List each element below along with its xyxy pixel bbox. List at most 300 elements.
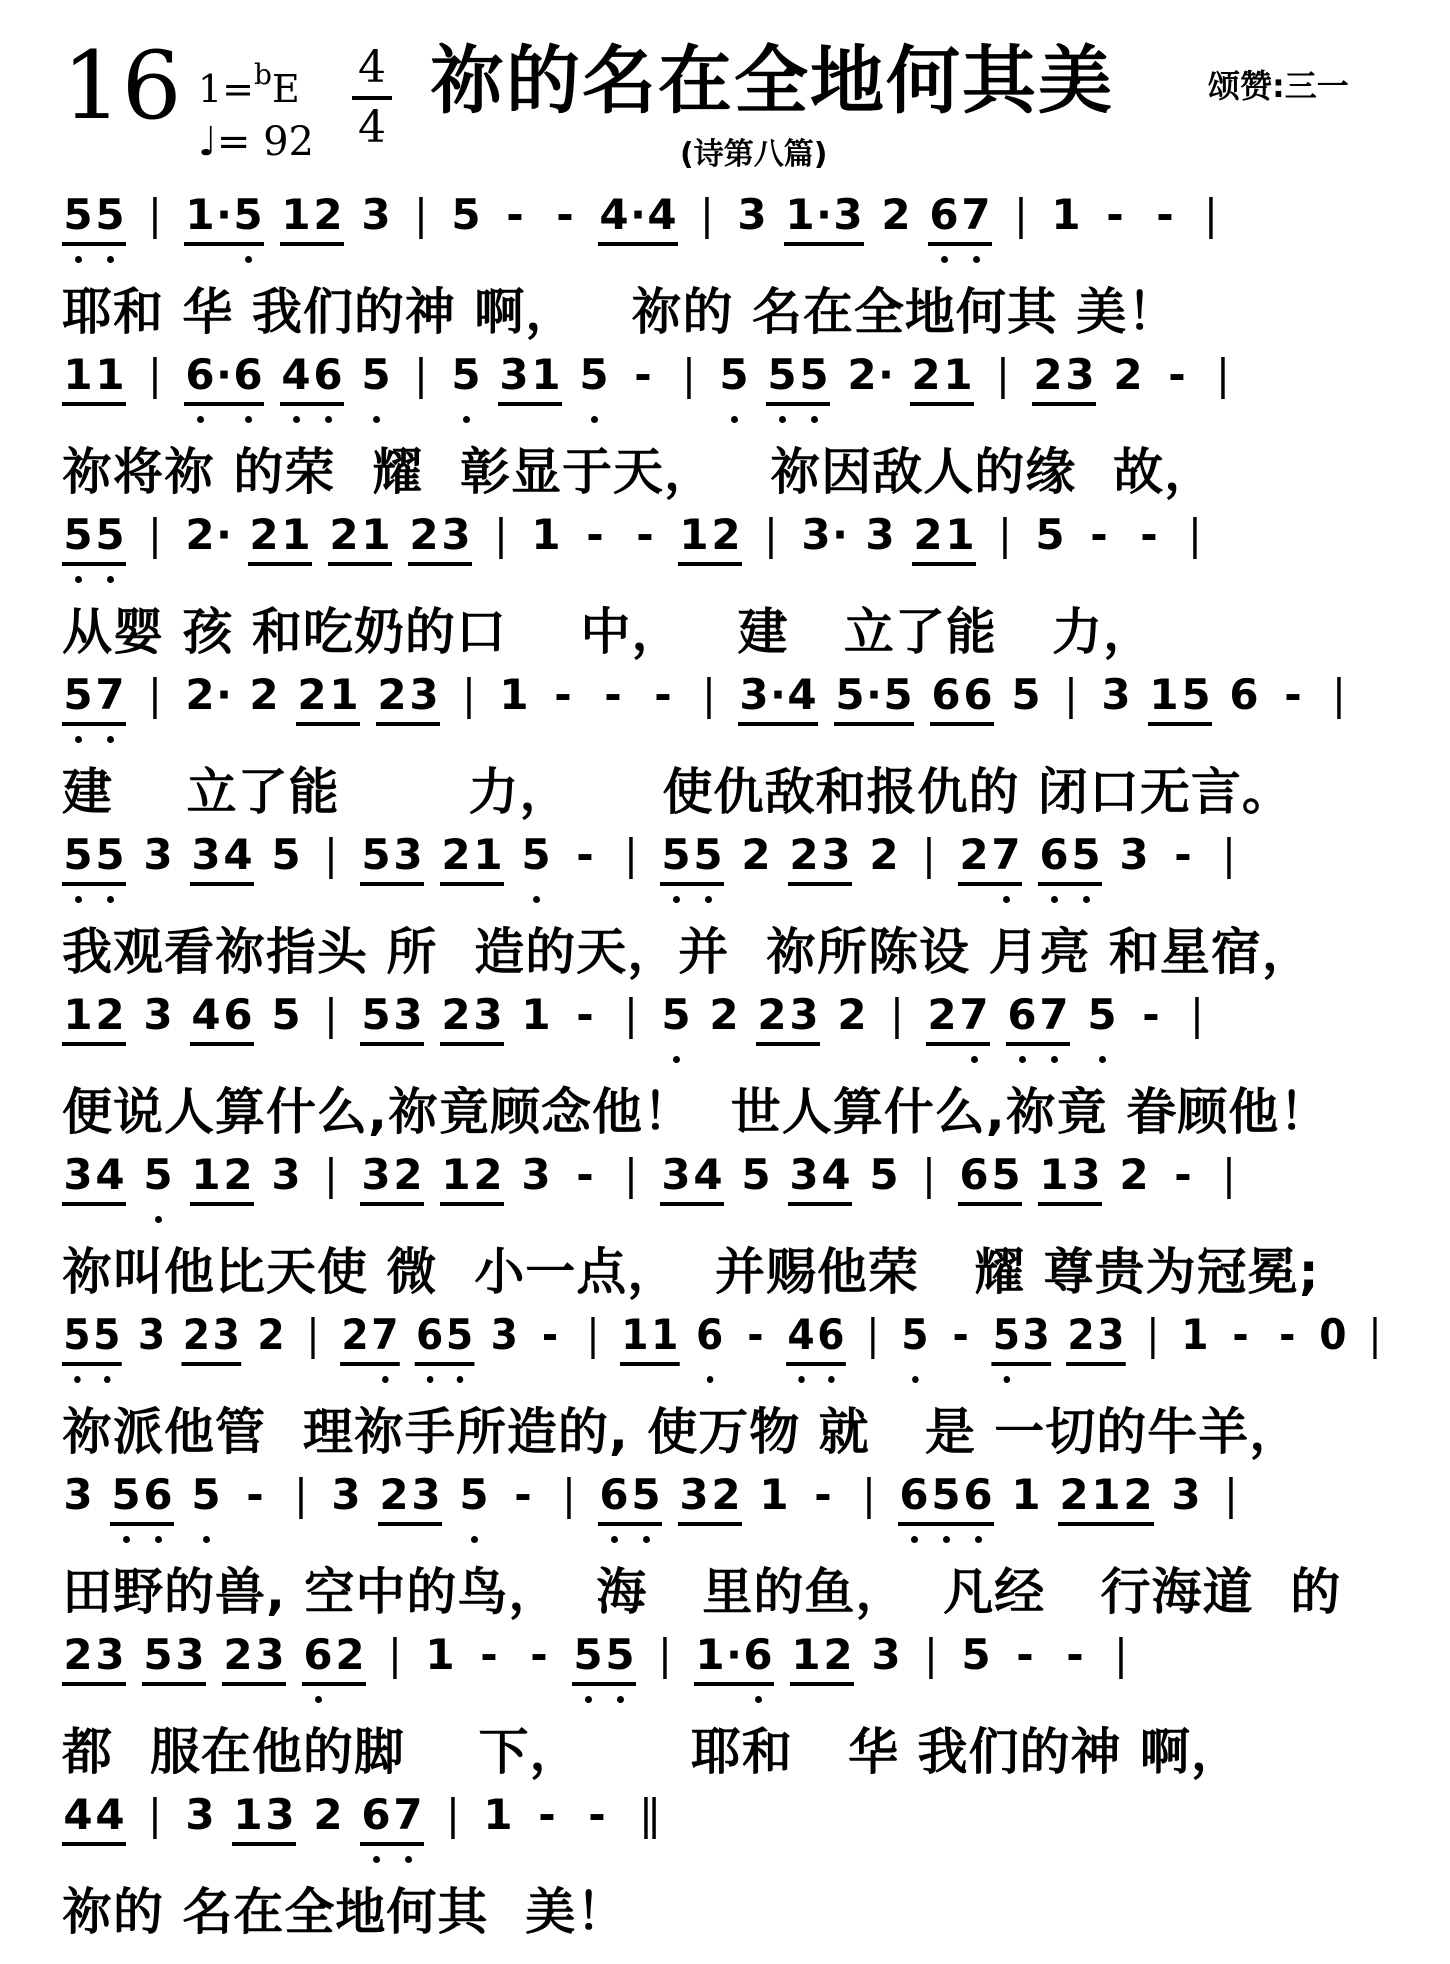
- lyrics-line: 我观看祢指头 所 造的天，并 祢所陈设 月亮 和星宿，: [62, 923, 1313, 981]
- note-group: 3 2: [678, 1470, 742, 1554]
- note-group: 3: [865, 510, 895, 559]
- eighth-beam: [222, 1682, 286, 1686]
- low-octave-dot: [107, 576, 114, 583]
- barline: |: [147, 670, 163, 719]
- low-octave-dot: [798, 1376, 805, 1383]
- eighth-beam: [498, 402, 562, 406]
- barline: |: [147, 350, 163, 399]
- barline: |: [1203, 190, 1219, 239]
- low-octave-dot: [591, 416, 598, 423]
- note-group: 5 3: [142, 1630, 206, 1714]
- note-group: 1 2: [62, 990, 126, 1074]
- note-group: -: [814, 1470, 832, 1519]
- eighth-beam: [408, 562, 472, 566]
- note-group: 5 5: [660, 830, 724, 914]
- low-octave-dot: [75, 736, 82, 743]
- note-group: 1: [1181, 1310, 1209, 1359]
- eighth-beam: [1148, 722, 1212, 726]
- barline: |: [147, 190, 163, 239]
- low-octave-dot: [1083, 896, 1090, 903]
- barline: |: [623, 990, 639, 1039]
- low-octave-dot: [373, 1856, 380, 1863]
- note-group: 1 · 5: [184, 190, 264, 274]
- note-group: 3: [137, 1310, 166, 1359]
- eighth-beam: [184, 242, 264, 246]
- eighth-beam: [62, 1042, 126, 1046]
- note-group: 5: [271, 990, 301, 1039]
- note-group: 5 3: [360, 830, 424, 914]
- note-group: -: [1106, 190, 1124, 239]
- eighth-beam: [62, 562, 126, 566]
- note-group: 6 5: [1038, 830, 1102, 914]
- low-octave-dot: [293, 416, 300, 423]
- lyrics-line: 祢将祢 的荣 耀 彰显于天， 祢因敌人的缘 故，: [62, 443, 1216, 501]
- lyrics-line: 从婴 孩 和吃奶的口 中， 建 立了能 力，: [62, 603, 1155, 661]
- eighth-beam: [62, 1842, 126, 1846]
- low-octave-dot: [673, 1056, 680, 1063]
- eighth-beam: [766, 402, 830, 406]
- low-octave-dot: [123, 1536, 130, 1543]
- note-group: 5: [741, 1150, 771, 1199]
- note-group: 5: [961, 1630, 991, 1679]
- barline: |: [995, 350, 1011, 399]
- note-group: 1 2: [678, 510, 742, 594]
- note-group: 3: [521, 1150, 551, 1199]
- key-flat: b: [254, 58, 272, 91]
- note-group: 1: [759, 1470, 789, 1519]
- low-octave-dot: [1019, 1056, 1026, 1063]
- note-group: 2: [837, 990, 867, 1039]
- note-group: -: [952, 1310, 969, 1359]
- barline: |: [1215, 350, 1231, 399]
- note-group: -: [1066, 1630, 1084, 1679]
- barline: |: [861, 1470, 877, 1519]
- note-group: 3: [143, 830, 173, 879]
- barline: |: [1331, 670, 1347, 719]
- note-group: 5 5: [572, 1630, 636, 1714]
- eighth-beam: [928, 242, 992, 246]
- low-octave-dot: [533, 896, 540, 903]
- low-octave-dot: [74, 1376, 81, 1383]
- note-group: 4 6: [786, 1310, 846, 1394]
- note-group: 3: [737, 190, 767, 239]
- note-group: 2: [249, 670, 279, 719]
- note-group: 2 3: [440, 990, 504, 1074]
- low-octave-dot: [463, 416, 470, 423]
- low-octave-dot: [75, 896, 82, 903]
- note-group: 1 2: [440, 1150, 504, 1234]
- eighth-beam: [958, 882, 1022, 886]
- note-group: 3 4: [62, 1150, 126, 1234]
- note-group: 1: [521, 990, 551, 1039]
- lyrics-line: 田野的兽, 空中的鸟， 海 里的鱼， 凡经 行海道 的: [62, 1563, 1342, 1621]
- note-group: 1 3: [1038, 1150, 1102, 1234]
- notes-line: [62, 990, 1226, 1074]
- note-group: 2 7: [340, 1310, 400, 1394]
- note-group: 2: [881, 190, 911, 239]
- time-signature: [352, 42, 392, 153]
- notes-line: [62, 1150, 1258, 1234]
- low-octave-dot: [203, 1536, 210, 1543]
- note-group: 1 · 6: [694, 1630, 774, 1714]
- low-octave-dot: [911, 1536, 918, 1543]
- eighth-beam: [62, 1362, 122, 1366]
- barline: |: [699, 190, 715, 239]
- barline: |: [763, 510, 779, 559]
- note-group: 5: [1086, 990, 1118, 1074]
- eighth-beam: [660, 1202, 724, 1206]
- note-group: 1: [1051, 190, 1081, 239]
- eighth-beam: [360, 1202, 424, 1206]
- note-group: 1 1: [620, 1310, 680, 1394]
- low-octave-dot: [673, 896, 680, 903]
- note-group: 4 6: [190, 990, 254, 1074]
- notes-line: [62, 830, 1258, 914]
- eighth-beam: [790, 1682, 854, 1686]
- note-group: 5: [450, 350, 482, 434]
- barline: |: [586, 1310, 600, 1359]
- note-group: 6 · 6: [184, 350, 264, 434]
- eighth-beam: [784, 242, 864, 246]
- eighth-beam: [738, 722, 818, 726]
- note-group: 2 3: [1032, 350, 1096, 434]
- note-group: 2 3: [1066, 1310, 1126, 1394]
- eighth-beam: [991, 1362, 1051, 1366]
- note-group: 3 1: [498, 350, 562, 434]
- song-number: 16: [62, 32, 182, 141]
- note-group: 6 6: [930, 670, 994, 754]
- note-group: -: [1284, 670, 1302, 719]
- low-octave-dot: [779, 416, 786, 423]
- eighth-beam: [660, 882, 724, 886]
- barline: |: [147, 510, 163, 559]
- low-octave-dot: [973, 256, 980, 263]
- note-group: 2: [1119, 1150, 1149, 1199]
- note-group: 5: [718, 350, 750, 434]
- eighth-beam: [232, 1842, 296, 1846]
- note-group: 6: [695, 1310, 725, 1394]
- note-group: 2 3: [376, 670, 440, 754]
- note-group: -: [1140, 510, 1158, 559]
- eighth-beam: [1006, 1042, 1070, 1046]
- barline: |: [1013, 190, 1029, 239]
- note-group: 2 1: [296, 670, 360, 754]
- low-octave-dot: [104, 1376, 111, 1383]
- eighth-beam: [190, 1202, 254, 1206]
- note-group: 6 2: [302, 1630, 366, 1714]
- note-group: 3: [143, 990, 173, 1039]
- eighth-beam: [62, 1682, 126, 1686]
- note-group: 3: [871, 1630, 901, 1679]
- note-group: 5: [458, 1470, 490, 1554]
- note-group: 1 3: [232, 1790, 296, 1874]
- low-octave-dot: [107, 896, 114, 903]
- low-octave-dot: [617, 1696, 624, 1703]
- note-group: 3: [361, 190, 391, 239]
- eighth-beam: [440, 882, 504, 886]
- low-octave-dot: [155, 1216, 162, 1223]
- note-group: -: [1174, 1150, 1192, 1199]
- barline: |: [1063, 670, 1079, 719]
- note-group: 6 5: [598, 1470, 662, 1554]
- notes-line: [62, 350, 1252, 434]
- note-group: -: [604, 670, 622, 719]
- note-group: 1 1: [62, 350, 126, 434]
- barline: |: [681, 350, 697, 399]
- time-denominator: 4: [358, 102, 386, 153]
- song-author: 颂赞:三一: [1208, 67, 1349, 105]
- note-group: 2: [709, 990, 739, 1039]
- note-group: 5: [451, 190, 481, 239]
- note-group: 6 7: [928, 190, 992, 274]
- note-group: 3 4: [788, 1150, 852, 1234]
- eighth-beam: [378, 1522, 442, 1526]
- note-group: 2 7: [926, 990, 990, 1074]
- note-group: 5 5: [62, 830, 126, 914]
- barline: |: [1189, 990, 1205, 1039]
- note-group: 2 1: [910, 350, 974, 434]
- low-octave-dot: [811, 416, 818, 423]
- eighth-beam: [694, 1682, 774, 1686]
- note-group: -: [1090, 510, 1108, 559]
- note-group: 3 · 4: [738, 670, 818, 754]
- key-signature: [198, 58, 300, 111]
- low-octave-dot: [755, 1696, 762, 1703]
- barline: |: [323, 990, 339, 1039]
- low-octave-dot: [705, 896, 712, 903]
- barline: |: [413, 190, 429, 239]
- eighth-beam: [958, 1202, 1022, 1206]
- barline: |: [997, 510, 1013, 559]
- note-group: 2 3: [181, 1310, 241, 1394]
- note-group: 2: [257, 1310, 285, 1359]
- eighth-beam: [786, 1362, 846, 1366]
- note-group: -: [246, 1470, 264, 1519]
- eighth-beam: [1038, 1202, 1102, 1206]
- note-group: -: [556, 190, 574, 239]
- barline: |: [293, 1470, 309, 1519]
- low-octave-dot: [405, 1856, 412, 1863]
- eighth-beam: [296, 722, 360, 726]
- note-group: 5: [900, 1310, 930, 1394]
- eighth-beam: [834, 722, 914, 726]
- eighth-beam: [678, 562, 742, 566]
- note-group: 1: [531, 510, 561, 559]
- note-group: -: [530, 1630, 548, 1679]
- note-group: -: [1016, 1630, 1034, 1679]
- barline: |: [623, 830, 639, 879]
- barline: |: [623, 1150, 639, 1199]
- note-group: 2 3: [408, 510, 472, 594]
- eighth-beam: [110, 1522, 174, 1526]
- song-title: 祢的名在全地何其美: [430, 38, 1114, 124]
- note-group: 6 5 6: [898, 1470, 994, 1554]
- note-group: 5: [1011, 670, 1041, 719]
- key-prefix: 1=: [198, 67, 255, 111]
- note-group: 6 7: [360, 1790, 424, 1874]
- note-group: 3 ·: [801, 510, 848, 559]
- eighth-beam: [142, 1682, 206, 1686]
- low-octave-dot: [1003, 896, 1010, 903]
- note-group: 2 3: [378, 1470, 442, 1554]
- barline: ||: [638, 1790, 656, 1839]
- barline: |: [493, 510, 509, 559]
- note-group: -: [636, 510, 654, 559]
- eighth-beam: [328, 562, 392, 566]
- low-octave-dot: [457, 1376, 464, 1383]
- low-octave-dot: [315, 1696, 322, 1703]
- note-group: 5 5: [766, 350, 830, 434]
- eighth-beam: [930, 722, 994, 726]
- note-group: 5: [360, 350, 392, 434]
- barline: |: [1113, 1630, 1129, 1679]
- note-group: 1 5: [1148, 670, 1212, 754]
- eighth-beam: [572, 1682, 636, 1686]
- barline: |: [461, 670, 477, 719]
- low-octave-dot: [611, 1536, 618, 1543]
- song-subtitle: (诗第八篇): [680, 137, 828, 172]
- barline: |: [1187, 510, 1203, 559]
- lyrics-line: 都 服在他的脚 下， 耶和 华 我们的神 啊，: [62, 1723, 1242, 1781]
- eighth-beam: [376, 722, 440, 726]
- note-group: 6 5: [958, 1150, 1022, 1234]
- note-group: 2: [741, 830, 771, 879]
- eighth-beam: [190, 1042, 254, 1046]
- eighth-beam: [910, 402, 974, 406]
- note-group: 3 2: [360, 1150, 424, 1234]
- note-group: 3: [490, 1310, 518, 1359]
- eighth-beam: [302, 1682, 366, 1686]
- eighth-beam: [440, 1042, 504, 1046]
- note-group: -: [480, 1630, 498, 1679]
- note-group: -: [576, 990, 594, 1039]
- note-group: 4 4: [62, 1790, 126, 1874]
- lyrics-line: 祢的 名在全地何其 美！: [62, 1883, 628, 1941]
- note-group: -: [1232, 1310, 1249, 1359]
- note-group: 1: [425, 1630, 455, 1679]
- note-group: 1 2: [280, 190, 344, 274]
- note-group: -: [576, 1150, 594, 1199]
- key-letter: E: [271, 67, 300, 111]
- note-group: 5 3: [360, 990, 424, 1074]
- eighth-beam: [926, 1042, 990, 1046]
- note-group: 2 3: [756, 990, 820, 1074]
- note-group: 5 5: [62, 510, 126, 594]
- eighth-beam: [280, 242, 344, 246]
- note-group: 2 7: [958, 830, 1022, 914]
- note-group: 5: [190, 1470, 222, 1554]
- eighth-beam: [598, 242, 678, 246]
- eighth-beam: [620, 1362, 680, 1366]
- note-group: 2 1: [440, 830, 504, 914]
- low-octave-dot: [585, 1696, 592, 1703]
- lyrics-line: 祢叫他比天使 微 小一点， 并赐他荣 耀 尊贵为冠冕;: [62, 1243, 1320, 1301]
- barline: |: [1368, 1310, 1382, 1359]
- eighth-beam: [898, 1522, 994, 1526]
- note-group: 1: [483, 1790, 513, 1839]
- eighth-beam: [1058, 1522, 1154, 1526]
- eighth-beam: [678, 1522, 742, 1526]
- note-group: 5: [578, 350, 610, 434]
- note-group: 5 6: [110, 1470, 174, 1554]
- barline: |: [387, 1630, 403, 1679]
- eighth-beam: [360, 882, 424, 886]
- low-octave-dot: [155, 1536, 162, 1543]
- note-group: 5 5: [62, 190, 126, 274]
- eighth-beam: [62, 242, 126, 246]
- note-group: 2 1 2: [1058, 1470, 1154, 1554]
- lyrics-line: 便说人算什么,祢竟顾念他！ 世人算什么,祢竟 眷顾他！: [62, 1083, 1331, 1141]
- note-group: -: [588, 1790, 606, 1839]
- eighth-beam: [1066, 1362, 1126, 1366]
- barline: |: [323, 1150, 339, 1199]
- note-group: -: [576, 830, 594, 879]
- note-group: 1: [1011, 1470, 1041, 1519]
- note-group: 1 2: [190, 1150, 254, 1234]
- low-octave-dot: [75, 256, 82, 263]
- eighth-beam: [280, 402, 344, 406]
- barline: |: [701, 670, 717, 719]
- note-group: 3: [63, 1470, 93, 1519]
- note-group: -: [1279, 1310, 1296, 1359]
- note-group: -: [514, 1470, 532, 1519]
- barline: |: [561, 1470, 577, 1519]
- eighth-beam: [248, 562, 312, 566]
- barline: |: [923, 1630, 939, 1679]
- barline: |: [147, 1790, 163, 1839]
- low-octave-dot: [427, 1376, 434, 1383]
- eighth-beam: [184, 402, 264, 406]
- note-group: 4 6: [280, 350, 344, 434]
- barline: |: [1221, 830, 1237, 879]
- low-octave-dot: [828, 1376, 835, 1383]
- low-octave-dot: [731, 416, 738, 423]
- note-group: 6 7: [1006, 990, 1070, 1074]
- eighth-beam: [598, 1522, 662, 1526]
- note-group: 5 3: [991, 1310, 1051, 1394]
- low-octave-dot: [1051, 1056, 1058, 1063]
- barline: |: [1223, 1470, 1239, 1519]
- song-header: [0, 0, 1450, 180]
- note-group: -: [1174, 830, 1192, 879]
- barline: |: [445, 1790, 461, 1839]
- note-group: 5: [1035, 510, 1065, 559]
- note-group: -: [541, 1310, 559, 1359]
- note-group: 2 1: [248, 510, 312, 594]
- eighth-beam: [788, 882, 852, 886]
- eighth-beam: [415, 1362, 475, 1366]
- lyrics-line: 耶和 华 我们的神 啊， 祢的 名在全地何其 美！: [62, 283, 1179, 341]
- eighth-beam: [440, 1202, 504, 1206]
- low-octave-dot: [707, 1376, 714, 1383]
- eighth-beam: [1032, 402, 1096, 406]
- notes-line: [62, 1470, 1260, 1554]
- note-group: -: [747, 1310, 764, 1359]
- time-numerator: 4: [352, 46, 392, 100]
- note-group: -: [586, 510, 604, 559]
- note-group: 5: [520, 830, 552, 914]
- barline: |: [413, 350, 429, 399]
- low-octave-dot: [245, 416, 252, 423]
- eighth-beam: [190, 882, 254, 886]
- notes-line: [62, 1790, 680, 1874]
- note-group: -: [1156, 190, 1174, 239]
- note-group: 3 4: [190, 830, 254, 914]
- barline: |: [1146, 1310, 1160, 1359]
- low-octave-dot: [941, 256, 948, 263]
- notes-line: [62, 510, 1224, 594]
- note-group: -: [1168, 350, 1186, 399]
